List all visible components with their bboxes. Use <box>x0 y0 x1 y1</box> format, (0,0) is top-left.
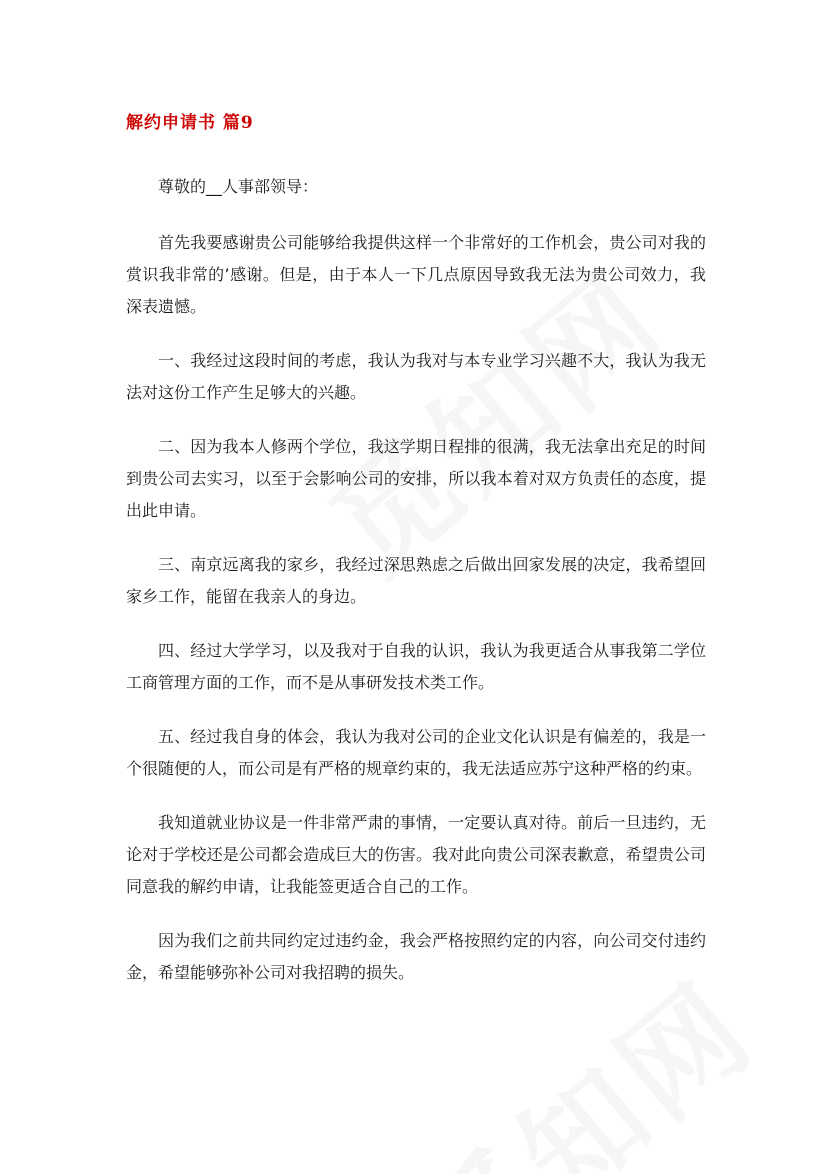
paragraph-intro: 首先我要感谢贵公司能够给我提供这样一个非常好的工作机会，贵公司对我的赏识我非常的’感谢。但是，由于本人一下几点原因导致我无法为贵公司效力，我深表遗憾。 <box>126 233 706 316</box>
paragraph-reason-4: 四、经过大学学习，以及我对于自我的认识，我认为我更适合从事我第二学位工商管理方面的工作，而不是从事研发技术类工作。 <box>126 641 706 692</box>
paragraph-apology: 我知道就业协议是一件非常严肃的事情，一定要认真对待。前后一旦违约，无论对于学校还是公司都会造成巨大的伤害。我对此向贵公司深表歉意，希望贵公司同意我的解约申请，让我能签更适合自己的工作。 <box>126 813 706 896</box>
paragraph-reason-5: 五、经过我自身的体会，我认为我对公司的企业文化认识是有偏差的，我是一个很随便的人，而公司是有严格的规章约束的，我无法适应苏宁这种严格的约束。 <box>126 727 706 778</box>
paragraph-reason-3: 三、南京远离我的家乡，我经过深思熟虑之后做出回家发展的决定，我希望回家乡工作，能留在我亲人的身边。 <box>126 555 706 606</box>
document-body <box>126 171 706 1011</box>
paragraph-reason-2: 二、因为我本人修两个学位，我这学期日程排的很满，我无法拿出充足的时间到贵公司去实习，以至于会影响公司的安排，所以我本着对双方负责任的态度，提出此申请。 <box>126 437 706 520</box>
greeting: 尊敬的__人事部领导： <box>158 177 319 196</box>
paragraph-penalty: 因为我们之前共同约定过违约金，我会严格按照约定的内容，向公司交付违约金，希望能够弥补公司对我招聘的损失。 <box>126 931 706 982</box>
document-title: 解约申请书 篇9 <box>126 113 254 133</box>
paragraph-reason-1: 一、我经过这段时间的考虑，我认为我对与本专业学习兴趣不大，我认为我无法对这份工作产生足够大的兴趣。 <box>126 351 706 402</box>
